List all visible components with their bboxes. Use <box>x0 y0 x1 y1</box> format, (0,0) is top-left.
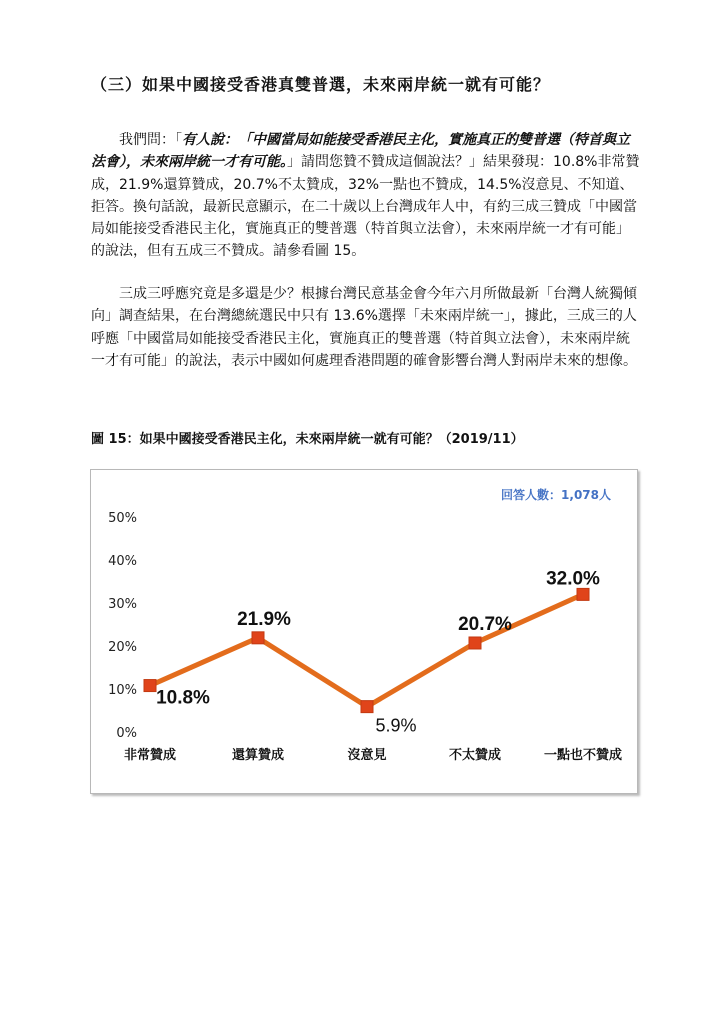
x-category-label: 非常贊成 <box>123 748 177 763</box>
y-tick-label: 30% <box>108 597 137 612</box>
y-tick-label: 40% <box>108 554 137 569</box>
data-point-marker <box>469 637 481 649</box>
data-label: 10.8% <box>156 687 210 709</box>
data-label: 20.7% <box>458 613 512 635</box>
data-point-marker <box>252 632 264 644</box>
paragraph-1 <box>91 129 643 263</box>
paragraph-2 <box>91 283 643 372</box>
section-heading: （三）如果中國接受香港真雙普選，未來兩岸統一就有可能？ <box>91 75 551 94</box>
paragraph-2-text: 三成三呼應究竟是多還是少？根據台灣民意基金會今年六月所做最新「台灣人統獨傾向」調查結果，在台灣總統選民中只有 13.6%選擇「未來兩岸統一」，據此，三成三的人呼應「中國當局如能接受香港民主化，實施真正的雙普選（特首與立法會），未來兩岸統一才有可能」的說法，表示中國如何處理香港問題的確會影響台灣人對兩岸未來的想像。 <box>91 286 637 369</box>
chart-frame <box>90 469 638 794</box>
x-category-label: 一點也不贊成 <box>543 748 623 763</box>
data-label: 5.9% <box>375 715 417 736</box>
paragraph-1-rest: 」請問您贊不贊成這個說法？」結果發現：10.8%非常贊成，21.9%還算贊成，20.7%不太贊成，32%一點也不贊成，14.5%沒意見、不知道、拒答。換句話說，最新民意顯示，在二十歲以上台灣成年人中，有約三成三贊成「中國當局如能接受香港民主化，實施真正的雙普選（特首與立法會），未來兩岸統一才有可能」的說法，但有五成三不贊成。請參看圖 15。 <box>91 154 640 260</box>
x-category-label: 不太贊成 <box>448 748 502 763</box>
y-tick-label: 50% <box>108 511 137 526</box>
x-category-label: 還算贊成 <box>231 748 285 763</box>
data-point-marker <box>577 588 589 600</box>
paragraph-1-quote: 有人說：「中國當局如能接受香港民主化，實施真正的雙普選（特首與立法會），未來兩岸統一才有可能。 <box>91 132 630 171</box>
y-tick-label: 10% <box>108 683 137 698</box>
x-category-label: 沒意見 <box>347 748 387 763</box>
paragraph-1-lead: 我們問：「 <box>119 132 182 148</box>
data-point-marker <box>361 701 373 713</box>
figure-caption: 圖 15：如果中國接受香港民主化，未來兩岸統一就有可能？（2019/11） <box>91 432 524 447</box>
series-line <box>150 594 583 706</box>
data-point-marker <box>144 680 156 692</box>
y-tick-label: 20% <box>108 640 137 655</box>
y-tick-label: 0% <box>116 726 137 741</box>
data-label: 32.0% <box>546 568 600 590</box>
data-label: 21.9% <box>237 608 291 630</box>
respondent-count-annotation: 回答人數：1,078人 <box>501 488 611 502</box>
line-chart <box>91 470 637 793</box>
